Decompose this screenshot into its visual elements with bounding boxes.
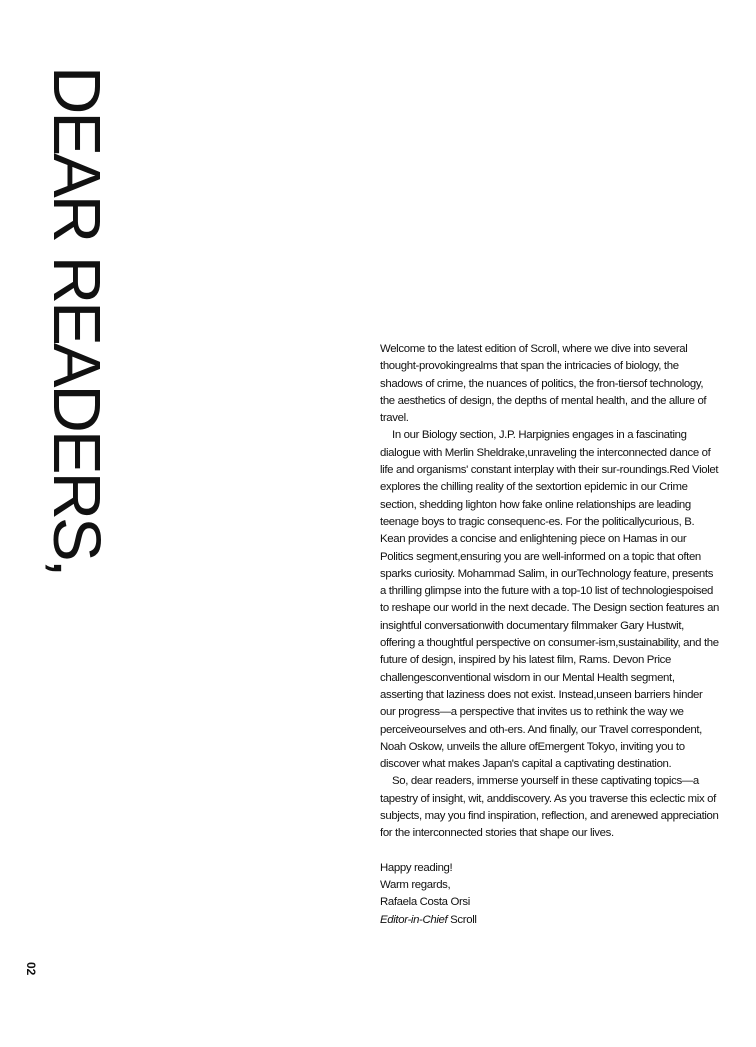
editor-letter — [380, 341, 720, 929]
heading-text: DEAR READERS, — [39, 66, 114, 575]
letter-paragraph-sections: In our Biology section, J.P. Harpignies engages in a fascinating dialogue with Merlin Sheldrake,unraveling the interconnected dance of life and organisms' constant interplay with their sur-roundings.Red Violet explores the chilling reality of the sextortion epidemic in our Crime section, shedding lighton how fake online relationships are leading teenage boys to tragic consequenc-es. For the politicallycurious, B. Kean provides a concise and enlightening piece on Hamas in our Politics segment,ensuring you are well-informed on a topic that often sparks curiosity. Mohammad Salim, in ourTechnology feature, presents a thrilling glimpse into the future with a top-10 list of technologiespoised to reshape our world in the next decade. The Design section features an insightful conversationwith documentary filmmaker Gary Hustwit, offering a thoughtful perspective on consumer-ism,sustainability, and the future of design, inspired by his latest film, Rams. Devon Price challengesconventional wisdom in our Mental Health segment, asserting that laziness does not exist. Instead,unseen barriers hinder our progress—a perspective that invites us to rethink the way we perceiveourselves and oth-ers. And finally, our Travel correspondent, Noah Oskow, unveils the allure ofEmergent Tokyo, inviting you to discover what makes Japan's capital a captivating destination. — [380, 429, 720, 771]
signoff-greeting: Happy reading! — [380, 861, 453, 874]
signoff-title — [380, 912, 720, 929]
signoff-publication: Scroll — [450, 913, 477, 926]
signoff-role: Editor-in-Chief — [380, 913, 448, 926]
page-number — [24, 962, 38, 982]
letter-paragraph-intro: Welcome to the latest edition of Scroll, where we dive into several thought-provokingrealms that span the intricacies of biology, the shadows of crime, the nuances of politics, the fron-tiersof technology, the aesthetics of design, the depths of mental health, and the allure of travel. — [380, 343, 707, 425]
page-heading — [39, 66, 114, 575]
page-number-text: 02 — [24, 962, 38, 976]
letter-paragraph-closing: So, dear readers, immerse yourself in these captivating topics—a tapestry of insight, wit, anddiscovery. As you traverse this eclectic mix of subjects, may you find inspiration, reflection, and arenewed appreciation for the interconnected stories that shape our lives. — [380, 775, 719, 840]
signoff — [380, 860, 720, 929]
signoff-name: Rafaela Costa Orsi — [380, 896, 470, 909]
signoff-closing: Warm regards, — [380, 878, 451, 891]
